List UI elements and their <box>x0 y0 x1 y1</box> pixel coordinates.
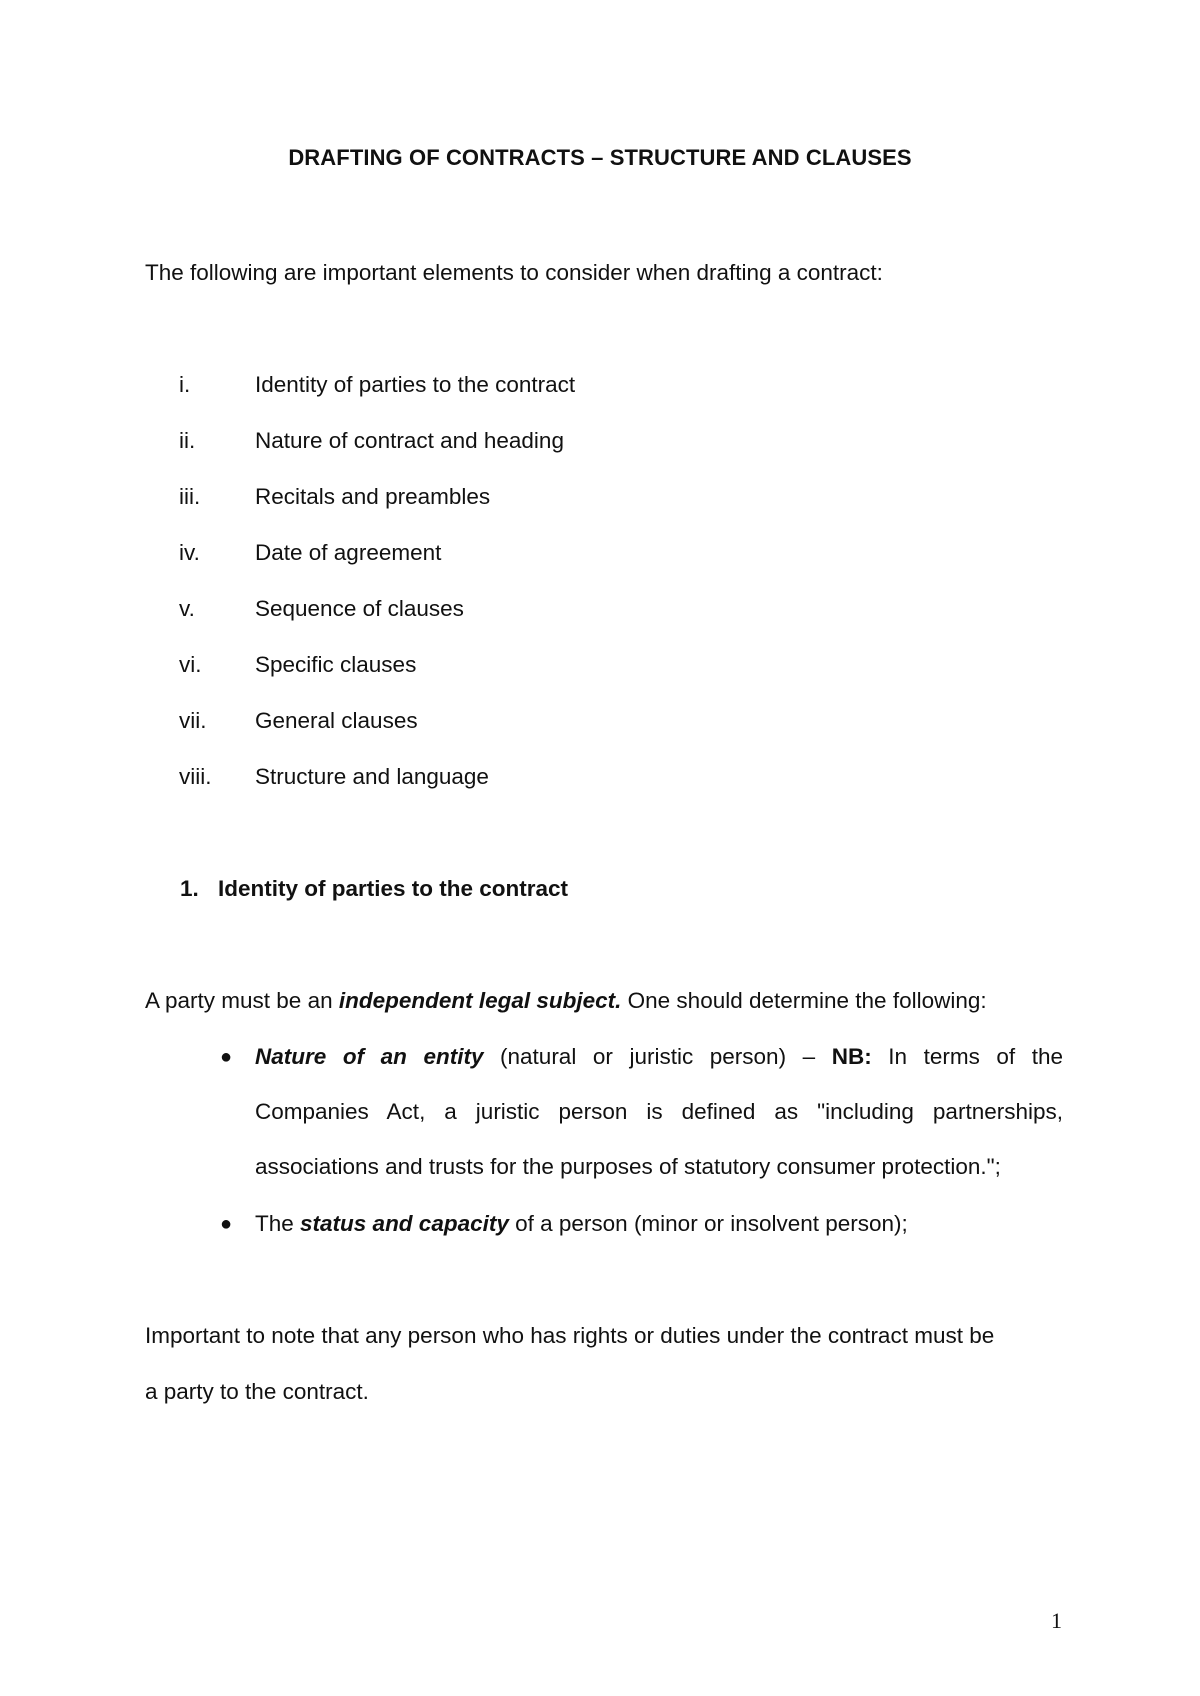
bullet-text: In terms of the <box>871 1044 1064 1069</box>
list-item-text: Nature of contract and heading <box>255 428 564 453</box>
paragraph-text: A party must be an <box>145 988 339 1013</box>
list-item-text: Date of agreement <box>255 540 442 565</box>
list-item-text: Sequence of clauses <box>255 596 464 621</box>
list-item-text: Recitals and preambles <box>255 484 491 509</box>
party-paragraph <box>145 987 987 1015</box>
list-item-text: Identity of parties to the contract <box>255 372 576 397</box>
list-item-number: i. <box>179 372 191 397</box>
paragraph-text: One should determine the following: <box>621 988 987 1013</box>
bullet-1-line-3: associations and trusts for the purposes of statutory consumer protection."; <box>255 1154 1001 1179</box>
bullet-1-line-2: Companies Act, a juristic person is defined as "including partnerships, <box>255 1099 1063 1124</box>
document-title: DRAFTING OF CONTRACTS – STRUCTURE AND CLAUSES <box>288 145 912 170</box>
list-item-number: iii. <box>179 484 201 509</box>
bullet-text: (natural or juristic person) – <box>483 1044 832 1069</box>
list-item-number: viii. <box>179 764 212 789</box>
list-item-number: vii. <box>179 708 207 733</box>
bullet-icon: ● <box>220 1213 233 1235</box>
section-number: 1. <box>180 876 199 901</box>
nb-label: NB: <box>831 1044 872 1069</box>
note-line-1: Important to note that any person who has rights or duties under the contract must be <box>145 1323 995 1348</box>
emphasis-text: status and capacity <box>300 1211 509 1236</box>
list-item-text: Specific clauses <box>255 652 417 677</box>
intro-paragraph: The following are important elements to consider when drafting a contract: <box>145 260 883 285</box>
bullet-text: The <box>255 1211 301 1236</box>
bullet-icon: ● <box>220 1046 233 1068</box>
list-item-number: v. <box>179 596 195 621</box>
section-heading <box>180 875 568 903</box>
list-item-number: iv. <box>179 540 200 565</box>
page-number: 1 <box>1051 1608 1062 1633</box>
note-line-2: a party to the contract. <box>145 1379 369 1404</box>
section-title: Identity of parties to the contract <box>218 876 569 901</box>
list-item-text: Structure and language <box>255 764 489 789</box>
bullet-1-line-1 <box>255 1043 1063 1071</box>
list-item-text: General clauses <box>255 708 418 733</box>
list-item-number: ii. <box>179 428 196 453</box>
bullet-2 <box>255 1210 1063 1238</box>
emphasis-text: Nature of an entity <box>255 1044 484 1069</box>
bullet-text: of a person (minor or insolvent person); <box>508 1211 908 1236</box>
list-item-number: vi. <box>179 652 202 677</box>
emphasis-text: independent legal subject. <box>338 988 622 1013</box>
